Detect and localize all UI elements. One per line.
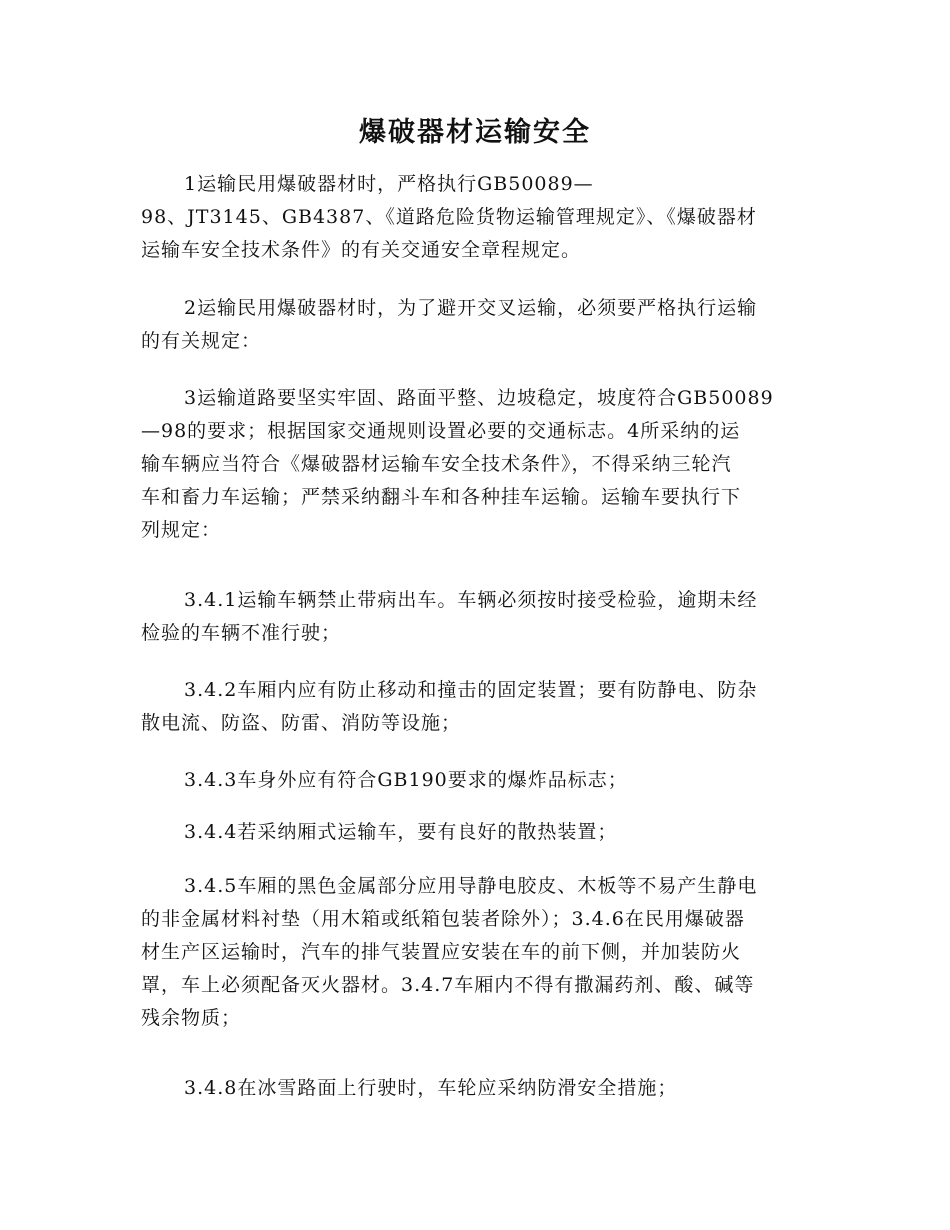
paragraph-line: 罩，车上必须配备灭火器材。3.4.7车厢内不得有撒漏药剂、酸、碱等 <box>141 974 755 996</box>
paragraph-line: 3.4.5车厢的黑色金属部分应用导静电胶皮、木板等不易产生静电 <box>184 875 758 897</box>
paragraph-line: 散电流、防盗、防雷、消防等设施； <box>141 712 462 734</box>
paragraph-line: 98、JT3145、GB4387、《道路危险货物运输管理规定》、《爆破器材 <box>141 206 757 228</box>
paragraph-line: —98的要求；根据国家交通规则设置必要的交通标志。4所采纳的运 <box>141 420 741 442</box>
paragraph-line: 3.4.3车身外应有符合GB190要求的爆炸品标志； <box>184 769 628 791</box>
paragraph-line: 3.4.8在冰雪路面上行驶时，车轮应采纳防滑安全措施； <box>184 1077 678 1099</box>
paragraph-line: 检验的车辆不准行驶； <box>141 622 342 644</box>
paragraph-line: 2运输民用爆破器材时，为了避开交叉运输，必须要严格执行运输 <box>184 297 758 319</box>
paragraph-2 <box>141 292 811 358</box>
paragraph-line: 1运输民用爆破器材时，严格执行GB50089— <box>184 173 594 195</box>
paragraph-line: 输车辆应当符合《爆破器材运输车安全技术条件》，不得采纳三轮汽 <box>141 453 732 475</box>
paragraph-3-4-2 <box>141 674 811 740</box>
paragraph-1 <box>141 168 811 267</box>
paragraph-line: 3.4.2车厢内应有防止移动和撞击的固定装置；要有防静电、防杂 <box>184 679 758 701</box>
paragraph-line: 运输车安全技术条件》的有关交通安全章程规定。 <box>141 239 582 261</box>
paragraph-line: 车和畜力车运输；严禁采纳翻斗车和各种挂车运输。运输车要执行下 <box>141 486 742 508</box>
paragraph-line: 3运输道路要坚实牢固、路面平整、边坡稳定，坡度符合GB50089 <box>184 387 774 409</box>
paragraph-line: 的有关规定： <box>141 330 262 352</box>
paragraph-3-4-4 <box>141 816 811 849</box>
paragraph-line: 3.4.1运输车辆禁止带病出车。车辆必须按时接受检验，逾期未经 <box>184 589 758 611</box>
paragraph-line: 残余物质； <box>141 1007 242 1029</box>
paragraph-3-4-1 <box>141 584 811 650</box>
paragraph-3-4-3 <box>141 764 811 797</box>
document-title: 爆破器材运输安全 <box>359 117 591 148</box>
paragraph-3-4-8 <box>141 1072 811 1105</box>
paragraph-line: 的非金属材料衬垫（用木箱或纸箱包装者除外）；3.4.6在民用爆破器 <box>141 908 745 930</box>
paragraph-line: 列规定： <box>141 519 222 541</box>
paragraph-3 <box>141 382 811 547</box>
paragraph-line: 3.4.4若采纳厢式运输车，要有良好的散热装置； <box>184 821 618 843</box>
paragraph-line: 材生产区运输时，汽车的排气装置应安装在车的前下侧，并加装防火 <box>141 941 742 963</box>
paragraph-3-4-5 <box>141 870 811 1035</box>
